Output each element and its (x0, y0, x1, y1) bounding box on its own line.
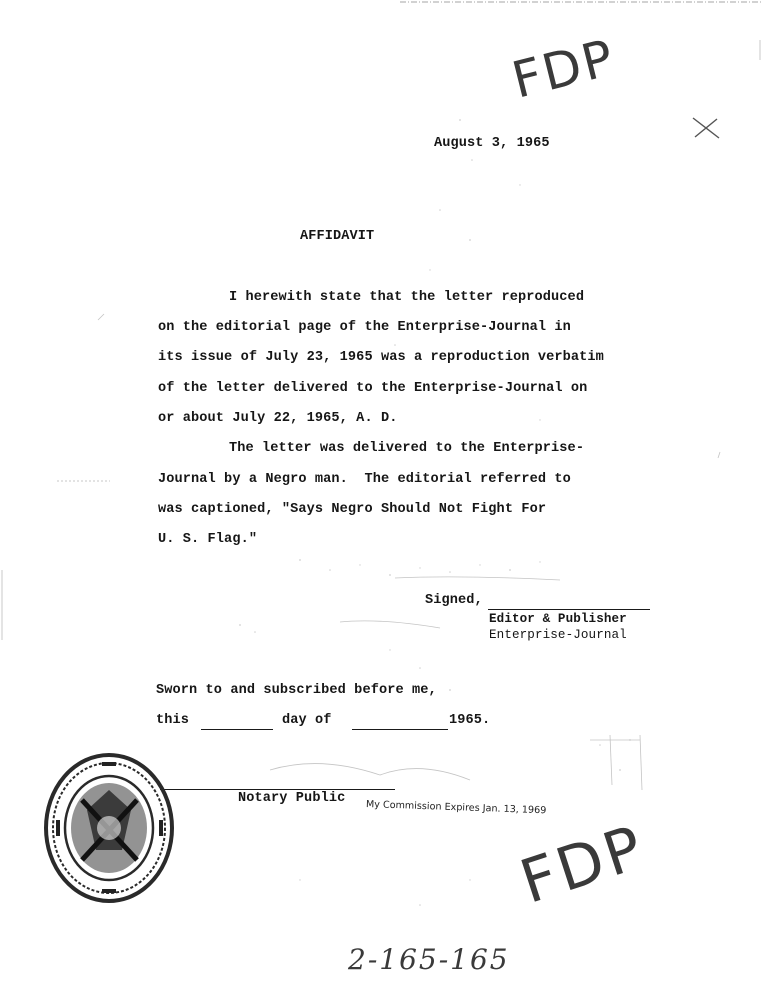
signer-title-line1: Editor & Publisher (489, 612, 627, 626)
signer-title-line2: Enterprise-Journal (489, 628, 627, 642)
handwritten-file-number: 2-165-165 (348, 943, 510, 976)
paragraph1-line: or about July 22, 1965, A. D. (158, 411, 398, 426)
notary-commission-stamp: My Commission Expires Jan. 13, 1969 (365, 799, 547, 817)
paragraph2-line: was captioned, "Says Negro Should Not Fight For (158, 502, 547, 517)
paragraph1-line: I herewith state that the letter reproduced (229, 290, 585, 305)
handwritten-initials-top: FDP (506, 28, 621, 110)
notary-label: Notary Public (238, 791, 346, 806)
signed-label: Signed, (425, 593, 483, 608)
jurat-day-blank (201, 729, 273, 730)
paragraph1-line: its issue of July 23, 1965 was a reproduction verbatim (158, 350, 604, 365)
paragraph2-line: The letter was delivered to the Enterprise- (229, 441, 585, 456)
paragraph1-line: on the editorial page of the Enterprise-Journal in (158, 320, 571, 335)
handwritten-initials-bottom: FDP (512, 812, 654, 918)
jurat-this-label: this (156, 713, 190, 728)
document-title: AFFIDAVIT (300, 229, 375, 244)
paragraph2-line: Journal by a Negro man. The editorial referred to (158, 472, 571, 487)
top-edge-marks (400, 0, 763, 5)
x-mark-icon (690, 115, 722, 141)
jurat-day-of-label: day of (282, 713, 332, 728)
notary-seal-icon (42, 750, 177, 905)
jurat-year-suffix: 1965. (449, 713, 491, 728)
document-date: August 3, 1965 (434, 136, 550, 151)
paragraph2-line: U. S. Flag." (158, 532, 258, 547)
jurat-line1: Sworn to and subscribed before me, (156, 683, 437, 698)
jurat-month-blank (352, 729, 448, 730)
paragraph1-line: of the letter delivered to the Enterprise-Journal on (158, 381, 588, 396)
signature-line (488, 609, 650, 610)
notary-signature-line (160, 789, 395, 790)
